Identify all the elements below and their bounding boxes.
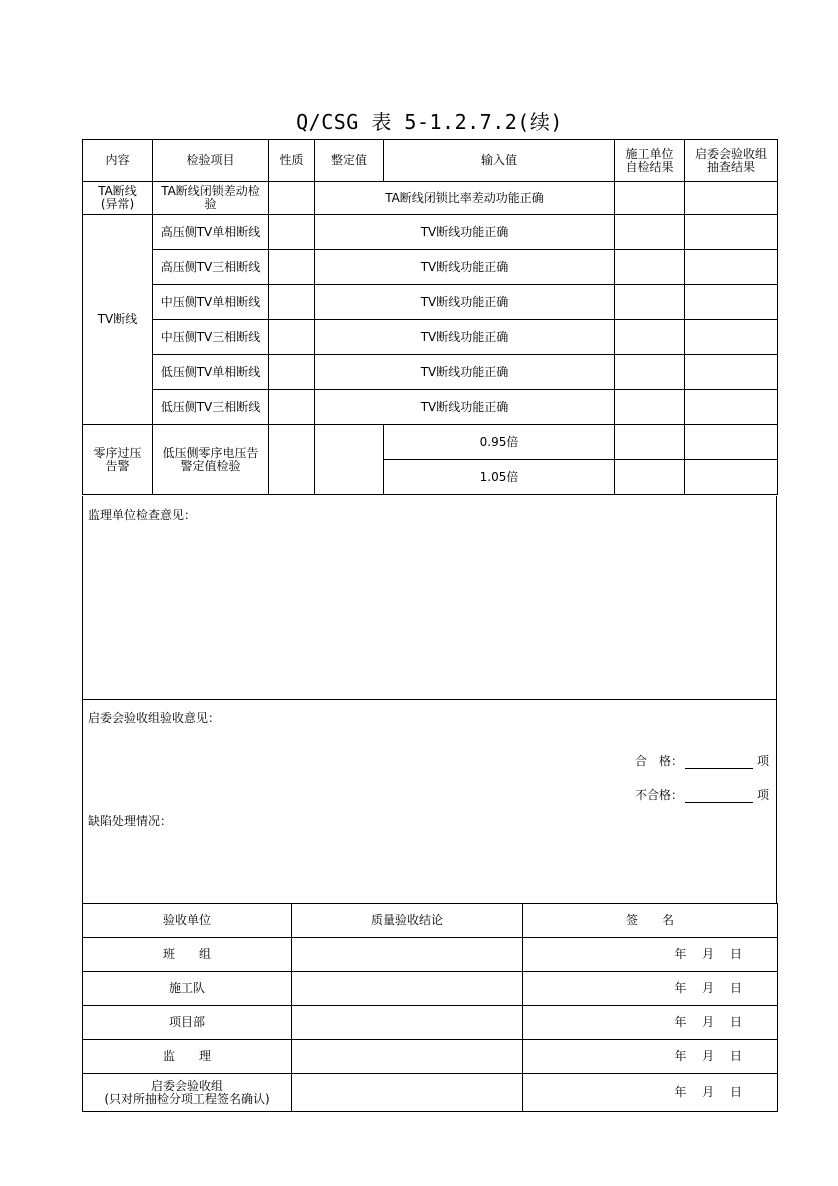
unqualified-count-field[interactable] (685, 790, 753, 803)
signature-date-cell[interactable]: 年 月 日 (523, 1006, 778, 1040)
sign-row (83, 1040, 778, 1074)
spot-check-cell[interactable] (685, 182, 778, 215)
unqualified-row (635, 786, 769, 803)
acceptance-box (82, 700, 777, 904)
nature-cell[interactable] (269, 182, 315, 215)
sign-header-row (83, 904, 778, 938)
self-check-cell[interactable] (615, 215, 685, 250)
conclusion-cell[interactable] (292, 1040, 523, 1074)
self-check-cell[interactable] (615, 182, 685, 215)
spot-check-cell[interactable] (685, 320, 778, 355)
header-content: 内容 (83, 140, 153, 182)
spot-check-cell[interactable] (685, 425, 778, 460)
header-setting: 整定值 (315, 140, 384, 182)
tv-item-cell: 中压侧TV三相断线 (153, 320, 269, 355)
page-title: Q/CSG 表 5-1.2.7.2(续) (296, 110, 563, 134)
signature-date-cell[interactable]: 年 月 日 (523, 972, 778, 1006)
supervision-label: 监理单位检查意见： (88, 508, 197, 522)
ta-value-cell: TA断线闭锁比率差动功能正确 (315, 182, 615, 215)
acceptance-label: 启委会验收组验收意见： (88, 711, 221, 725)
ta-item-cell: TA断线闭锁差动检 验 (153, 182, 269, 215)
conclusion-cell[interactable] (292, 1006, 523, 1040)
conclusion-cell[interactable] (292, 972, 523, 1006)
conclusion-cell[interactable] (292, 1074, 523, 1112)
tv-value-cell: TV断线功能正确 (315, 215, 615, 250)
header-input: 输入值 (384, 140, 615, 182)
qualified-count-field[interactable] (685, 756, 753, 769)
zero-group-cell: 零序过压 告警 (83, 425, 153, 495)
tv-item-cell: 中压侧TV单相断线 (153, 285, 269, 320)
sign-row (83, 1006, 778, 1040)
unqualified-label: 不合格： (634, 788, 683, 802)
tv-item-cell: 高压侧TV三相断线 (153, 250, 269, 285)
tv-value-cell: TV断线功能正确 (315, 250, 615, 285)
nature-cell[interactable] (269, 250, 315, 285)
spot-check-cell[interactable] (685, 355, 778, 390)
self-check-cell[interactable] (615, 390, 685, 425)
nature-cell[interactable] (269, 285, 315, 320)
nature-cell[interactable] (269, 215, 315, 250)
table-row (83, 390, 778, 425)
spot-check-cell[interactable] (685, 285, 778, 320)
supervision-box[interactable] (82, 496, 777, 700)
qualified-row (635, 752, 769, 769)
defects-label: 缺陷处理情况： (88, 814, 173, 828)
inspection-table (82, 139, 778, 495)
tv-item-cell: 低压侧TV单相断线 (153, 355, 269, 390)
spot-check-cell[interactable] (685, 390, 778, 425)
spot-check-cell[interactable] (685, 460, 778, 495)
self-check-cell[interactable] (615, 425, 685, 460)
unqualified-unit: 项 (756, 788, 769, 802)
tv-value-cell: TV断线功能正确 (315, 390, 615, 425)
nature-cell[interactable] (269, 320, 315, 355)
signature-date-cell[interactable]: 年 月 日 (523, 1040, 778, 1074)
zero-item-cell: 低压侧零序电压告 警定值检验 (153, 425, 269, 495)
self-check-cell[interactable] (615, 355, 685, 390)
nature-cell[interactable] (269, 355, 315, 390)
self-check-cell[interactable] (615, 460, 685, 495)
conclusion-cell[interactable] (292, 938, 523, 972)
sign-header-signature: 签 名 (523, 904, 778, 938)
spot-check-cell[interactable] (685, 215, 778, 250)
self-check-cell[interactable] (615, 285, 685, 320)
table-row (83, 215, 778, 250)
table-row (83, 250, 778, 285)
setting-cell[interactable] (315, 425, 384, 495)
spot-check-cell[interactable] (685, 250, 778, 285)
tv-value-cell: TV断线功能正确 (315, 320, 615, 355)
ta-group-cell: TA断线 (异常) (83, 182, 153, 215)
sign-header-unit: 验收单位 (83, 904, 292, 938)
sign-table (82, 903, 778, 1112)
zero-value-cell: 0.95倍 (384, 425, 615, 460)
table-header-row (83, 140, 778, 182)
table-row (83, 182, 778, 215)
nature-cell[interactable] (269, 425, 315, 495)
header-spot-check: 启委会验收组 抽查结果 (685, 140, 778, 182)
zero-value-cell: 1.05倍 (384, 460, 615, 495)
tv-group-cell: TV断线 (83, 215, 153, 425)
qualified-unit: 项 (756, 754, 769, 768)
header-item: 检验项目 (153, 140, 269, 182)
sign-row (83, 972, 778, 1006)
table-row (83, 320, 778, 355)
header-self-check: 施工单位 自检结果 (615, 140, 685, 182)
nature-cell[interactable] (269, 390, 315, 425)
header-nature: 性质 (269, 140, 315, 182)
sign-unit: 监 理 (83, 1040, 292, 1074)
sign-unit: 班 组 (83, 938, 292, 972)
sign-unit: 施工队 (83, 972, 292, 1006)
tv-item-cell: 低压侧TV三相断线 (153, 390, 269, 425)
self-check-cell[interactable] (615, 250, 685, 285)
sign-row (83, 1074, 778, 1112)
self-check-cell[interactable] (615, 320, 685, 355)
tv-value-cell: TV断线功能正确 (315, 285, 615, 320)
table-row (83, 425, 778, 460)
sign-unit: 项目部 (83, 1006, 292, 1040)
sign-unit: 启委会验收组 (只对所抽检分项工程签名确认) (83, 1074, 292, 1112)
qualified-label: 合 格： (634, 754, 683, 768)
signature-date-cell[interactable]: 年 月 日 (523, 938, 778, 972)
tv-item-cell: 高压侧TV单相断线 (153, 215, 269, 250)
sign-row (83, 938, 778, 972)
table-row (83, 285, 778, 320)
sign-header-conclusion: 质量验收结论 (292, 904, 523, 938)
table-row (83, 355, 778, 390)
signature-date-cell[interactable]: 年 月 日 (523, 1074, 778, 1112)
tv-value-cell: TV断线功能正确 (315, 355, 615, 390)
